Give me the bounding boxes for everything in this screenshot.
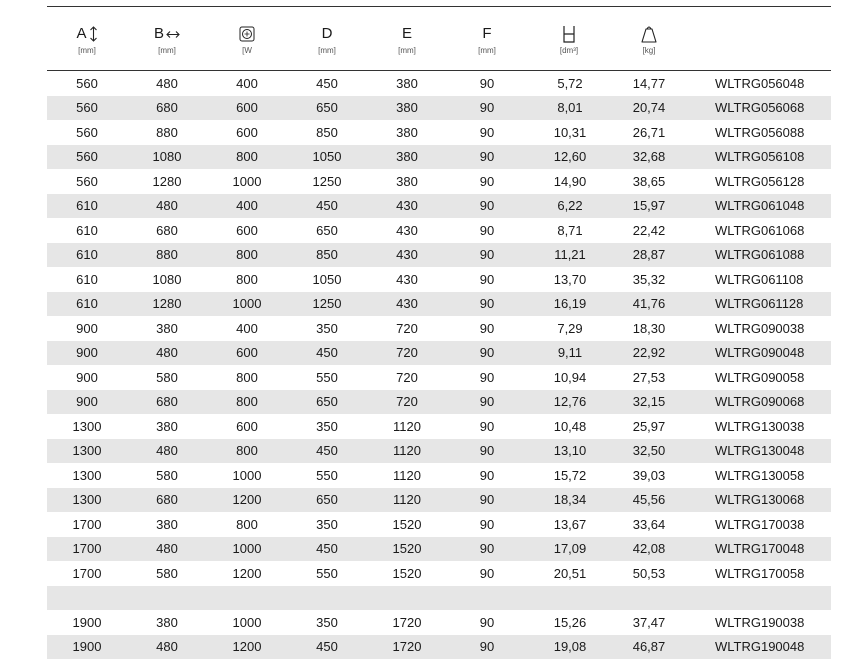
col-d-cell: 450: [316, 639, 338, 655]
col-power-cell: 400: [236, 320, 258, 336]
col-volume-cell: 12,76: [553, 394, 587, 410]
col-power-cell: 600: [236, 345, 258, 361]
col-weight-cell: 32,68: [632, 149, 666, 165]
col-b-cell: 480: [156, 75, 178, 91]
col-f-cell: 90: [479, 173, 495, 189]
table-row: [47, 365, 831, 390]
header-power-unit: [W: [242, 46, 252, 55]
col-volume-cell: 17,09: [553, 541, 587, 557]
product-code-cell: WLTRG056108: [715, 149, 805, 165]
col-a-cell: 1300: [72, 443, 102, 459]
col-e-cell: 720: [396, 394, 418, 410]
col-weight-cell: 25,97: [632, 418, 666, 434]
col-volume-cell: 13,70: [553, 271, 587, 287]
col-power-cell: 400: [236, 75, 258, 91]
col-d-cell: 350: [316, 320, 338, 336]
col-f-cell: 90: [479, 614, 495, 630]
col-d-cell: 850: [316, 124, 338, 140]
col-f-cell: 90: [479, 149, 495, 165]
col-weight-cell: 41,76: [632, 296, 666, 312]
col-volume-cell: 9,11: [557, 345, 583, 361]
col-f-cell: 90: [479, 75, 495, 91]
col-b-cell: 380: [156, 418, 178, 434]
col-weight-cell: 39,03: [632, 467, 666, 483]
product-code-cell: WLTRG061088: [715, 247, 805, 263]
header-b: [137, 24, 197, 56]
product-code-cell: WLTRG090058: [715, 369, 805, 385]
col-power-cell: 1000: [232, 296, 262, 312]
col-e-cell: 1120: [393, 418, 421, 434]
product-code-cell: WLTRG061108: [715, 271, 804, 287]
col-f-cell: 90: [479, 124, 495, 140]
col-b-cell: 680: [156, 100, 178, 116]
col-f-cell: 90: [479, 639, 495, 655]
col-volume-cell: 8,01: [557, 100, 583, 116]
col-b-cell: 580: [156, 565, 178, 581]
col-d-cell: 1050: [312, 271, 342, 287]
col-b-cell: 480: [156, 639, 178, 655]
col-b-cell: 580: [156, 369, 178, 385]
header-volume: [539, 24, 599, 56]
col-weight-cell: 45,56: [632, 492, 666, 508]
col-power-cell: 800: [236, 247, 258, 263]
table-row: [47, 561, 831, 586]
up-down-arrow-icon: [89, 26, 98, 42]
data-table: [47, 71, 831, 659]
table-row: [47, 635, 831, 660]
col-f-cell: 90: [479, 467, 495, 483]
col-volume-cell: 12,60: [553, 149, 587, 165]
col-a-cell: 1900: [72, 639, 102, 655]
col-e-cell: 1520: [392, 516, 422, 532]
col-b-cell: 580: [156, 467, 178, 483]
col-a-cell: 610: [76, 198, 98, 214]
col-b-cell: 680: [156, 222, 178, 238]
header-f: [457, 24, 517, 56]
col-a-cell: 610: [76, 296, 98, 312]
col-volume-cell: 8,71: [557, 222, 583, 238]
col-e-cell: 720: [396, 369, 418, 385]
col-e-cell: 430: [396, 222, 418, 238]
col-a-cell: 900: [76, 345, 98, 361]
header-a-label: A: [76, 25, 87, 42]
col-a-cell: 1300: [72, 467, 102, 483]
col-power-cell: 600: [236, 222, 258, 238]
col-weight-cell: 35,32: [632, 271, 666, 287]
col-volume-cell: 7,29: [557, 320, 583, 336]
col-d-cell: 1050: [312, 149, 342, 165]
col-d-cell: 450: [316, 541, 338, 557]
product-code-cell: WLTRG130068: [715, 492, 805, 508]
col-a-cell: 610: [76, 247, 98, 263]
product-code-cell: WLTRG170058: [715, 565, 805, 581]
col-b-cell: 1080: [152, 149, 182, 165]
col-volume-cell: 5,72: [557, 75, 583, 91]
table-row: [47, 341, 831, 366]
table-row: [47, 610, 831, 635]
header-a: [57, 24, 117, 56]
col-weight-cell: 22,42: [632, 222, 666, 238]
volume-container-icon: [562, 25, 576, 43]
table-row: [47, 439, 831, 464]
col-volume-cell: 6,22: [557, 198, 583, 214]
col-d-cell: 650: [316, 100, 338, 116]
weight-icon: [641, 25, 657, 43]
table-row: [47, 145, 831, 170]
product-code-cell: WLTRG090048: [715, 345, 805, 361]
col-volume-cell: 13,67: [553, 516, 587, 532]
col-volume-cell: 10,48: [553, 418, 587, 434]
col-d-cell: 850: [316, 247, 338, 263]
col-power-cell: 400: [236, 198, 258, 214]
table-row: [47, 194, 831, 219]
col-f-cell: 90: [479, 394, 495, 410]
col-b-cell: 380: [156, 516, 178, 532]
header-f-unit: [mm]: [478, 46, 496, 55]
col-weight-cell: 50,53: [632, 565, 666, 581]
product-code-cell: WLTRG130058: [715, 467, 805, 483]
col-power-cell: 1000: [232, 467, 262, 483]
col-e-cell: 380: [396, 100, 418, 116]
col-b-cell: 1080: [152, 271, 182, 287]
col-f-cell: 90: [479, 271, 495, 287]
header-f-label: F: [482, 25, 492, 42]
col-e-cell: 1720: [392, 639, 422, 655]
header-e-label: E: [401, 25, 412, 42]
col-f-cell: 90: [479, 492, 495, 508]
col-weight-cell: 32,50: [632, 443, 666, 459]
header-b-unit: [mm]: [158, 46, 176, 55]
col-f-cell: 90: [479, 565, 495, 581]
col-volume-cell: 19,08: [553, 639, 587, 655]
table-row: [47, 316, 831, 341]
col-power-cell: 800: [236, 271, 258, 287]
col-volume-cell: 18,34: [553, 492, 587, 508]
col-f-cell: 90: [479, 296, 495, 312]
col-e-cell: 430: [396, 247, 418, 263]
col-weight-cell: 15,97: [632, 198, 666, 214]
col-a-cell: 560: [76, 75, 98, 91]
col-e-cell: 1120: [393, 492, 421, 508]
table-row: [47, 586, 831, 611]
col-a-cell: 610: [76, 222, 98, 238]
col-a-cell: 1700: [72, 516, 102, 532]
col-e-cell: 380: [396, 149, 418, 165]
header-weight: [619, 24, 679, 56]
col-d-cell: 450: [316, 443, 338, 459]
col-d-cell: 450: [316, 198, 338, 214]
col-e-cell: 1120: [393, 443, 421, 459]
col-volume-cell: 11,21: [554, 247, 586, 263]
table-row: [47, 390, 831, 415]
product-code-cell: WLTRG190048: [715, 639, 805, 655]
col-d-cell: 1250: [312, 173, 342, 189]
col-power-cell: 1200: [232, 492, 262, 508]
power-circle-icon: [239, 26, 255, 42]
table-row: [47, 169, 831, 194]
col-a-cell: 560: [76, 124, 98, 140]
col-f-cell: 90: [479, 198, 495, 214]
col-power-cell: 600: [236, 418, 258, 434]
col-power-cell: 800: [236, 394, 258, 410]
col-weight-cell: 22,92: [632, 345, 666, 361]
table-row: [47, 120, 831, 145]
col-weight-cell: 37,47: [632, 614, 666, 630]
product-code-cell: WLTRG061128: [715, 296, 804, 312]
table-row: [47, 463, 831, 488]
product-code-cell: WLTRG170048: [715, 541, 805, 557]
col-power-cell: 800: [236, 443, 258, 459]
table-row: [47, 267, 831, 292]
col-weight-cell: 33,64: [632, 516, 666, 532]
col-f-cell: 90: [479, 247, 495, 263]
product-code-cell: WLTRG090038: [715, 320, 805, 336]
col-e-cell: 430: [396, 198, 418, 214]
col-weight-cell: 38,65: [632, 173, 666, 189]
table-row: [47, 96, 831, 121]
col-e-cell: 1520: [392, 541, 422, 557]
col-e-cell: 720: [396, 320, 418, 336]
col-a-cell: 1300: [72, 418, 102, 434]
col-volume-cell: 15,26: [553, 614, 587, 630]
col-f-cell: 90: [479, 418, 495, 434]
col-b-cell: 380: [156, 614, 178, 630]
col-b-cell: 880: [156, 247, 178, 263]
col-volume-cell: 15,72: [553, 467, 587, 483]
col-a-cell: 560: [76, 173, 98, 189]
col-weight-cell: 46,87: [632, 639, 666, 655]
col-power-cell: 1200: [232, 639, 262, 655]
col-d-cell: 450: [316, 345, 338, 361]
left-right-arrow-icon: [166, 30, 180, 39]
product-code-cell: WLTRG061068: [715, 222, 805, 238]
col-a-cell: 560: [76, 100, 98, 116]
table-row: [47, 218, 831, 243]
col-f-cell: 90: [479, 320, 495, 336]
col-weight-cell: 18,30: [632, 320, 666, 336]
col-power-cell: 800: [236, 516, 258, 532]
col-a-cell: 560: [76, 149, 98, 165]
col-power-cell: 800: [236, 149, 258, 165]
col-b-cell: 480: [156, 541, 178, 557]
col-power-cell: 600: [236, 124, 258, 140]
header-b-label: B: [153, 25, 164, 42]
col-weight-cell: 20,74: [632, 100, 666, 116]
product-code-cell: WLTRG056128: [715, 173, 805, 189]
product-code-cell: WLTRG090068: [715, 394, 805, 410]
col-a-cell: 1900: [72, 614, 102, 630]
header-a-unit: [mm]: [78, 46, 96, 55]
col-b-cell: 1280: [152, 173, 182, 189]
header-power: [217, 24, 277, 56]
col-d-cell: 1250: [312, 296, 342, 312]
col-e-cell: 430: [396, 271, 418, 287]
col-e-cell: 720: [396, 345, 418, 361]
header-volume-unit: [dm³]: [559, 46, 579, 55]
col-power-cell: 1000: [232, 541, 262, 557]
col-d-cell: 650: [316, 492, 338, 508]
col-d-cell: 550: [316, 467, 338, 483]
col-volume-cell: 13,10: [553, 443, 587, 459]
col-f-cell: 90: [479, 443, 495, 459]
col-power-cell: 1000: [232, 173, 262, 189]
product-code-cell: WLTRG190038: [715, 614, 805, 630]
col-volume-cell: 16,19: [553, 296, 587, 312]
col-weight-cell: 32,15: [632, 394, 666, 410]
header-e: [377, 24, 437, 56]
col-d-cell: 350: [316, 614, 338, 630]
col-b-cell: 380: [156, 320, 178, 336]
table-row: [47, 414, 831, 439]
table-row: [47, 243, 831, 268]
product-code-cell: WLTRG056048: [715, 75, 805, 91]
col-a-cell: 1700: [72, 565, 102, 581]
col-power-cell: 600: [236, 100, 258, 116]
col-e-cell: 1520: [392, 565, 422, 581]
col-volume-cell: 10,31: [553, 124, 587, 140]
col-power-cell: 1200: [232, 565, 262, 581]
header-e-unit: [mm]: [398, 46, 416, 55]
col-volume-cell: 10,94: [553, 369, 587, 385]
table-row: [47, 512, 831, 537]
col-e-cell: 1720: [392, 614, 422, 630]
col-b-cell: 680: [156, 492, 178, 508]
col-e-cell: 380: [396, 173, 418, 189]
col-volume-cell: 14,90: [553, 173, 587, 189]
col-a-cell: 1700: [72, 541, 102, 557]
header-d-unit: [mm]: [318, 46, 336, 55]
col-d-cell: 650: [316, 394, 338, 410]
col-a-cell: 900: [76, 394, 98, 410]
col-b-cell: 880: [156, 124, 178, 140]
table-row: [47, 71, 831, 96]
col-e-cell: 380: [396, 124, 418, 140]
col-f-cell: 90: [479, 222, 495, 238]
col-volume-cell: 20,51: [553, 565, 587, 581]
col-weight-cell: 27,53: [632, 369, 666, 385]
col-b-cell: 480: [156, 198, 178, 214]
col-e-cell: 1120: [393, 467, 421, 483]
product-code-cell: WLTRG130038: [715, 418, 805, 434]
header-weight-unit: [kg]: [642, 46, 656, 55]
col-d-cell: 650: [316, 222, 338, 238]
col-weight-cell: 28,87: [632, 247, 666, 263]
col-weight-cell: 26,71: [632, 124, 666, 140]
col-weight-cell: 14,77: [632, 75, 666, 91]
col-b-cell: 1280: [152, 296, 182, 312]
col-d-cell: 350: [316, 516, 338, 532]
col-e-cell: 430: [396, 296, 418, 312]
col-f-cell: 90: [479, 345, 495, 361]
top-rule: [47, 6, 831, 7]
col-a-cell: 900: [76, 320, 98, 336]
col-b-cell: 680: [156, 394, 178, 410]
col-a-cell: 900: [76, 369, 98, 385]
col-a-cell: 1300: [72, 492, 102, 508]
col-f-cell: 90: [479, 369, 495, 385]
product-code-cell: WLTRG056068: [715, 100, 805, 116]
product-code-cell: WLTRG170038: [715, 516, 805, 532]
col-b-cell: 480: [156, 443, 178, 459]
col-a-cell: 610: [76, 271, 98, 287]
header-d-label: D: [321, 25, 333, 42]
col-d-cell: 350: [316, 418, 338, 434]
product-code-cell: WLTRG130048: [715, 443, 805, 459]
table-row: [47, 537, 831, 562]
col-d-cell: 450: [316, 75, 338, 91]
col-d-cell: 550: [316, 369, 338, 385]
product-code-cell: WLTRG061048: [715, 198, 805, 214]
col-e-cell: 380: [396, 75, 418, 91]
header-d: [297, 24, 357, 56]
col-f-cell: 90: [479, 541, 495, 557]
col-f-cell: 90: [479, 516, 495, 532]
table-row: [47, 292, 831, 317]
product-code-cell: WLTRG056088: [715, 124, 805, 140]
col-f-cell: 90: [479, 100, 495, 116]
col-weight-cell: 42,08: [632, 541, 666, 557]
col-b-cell: 480: [156, 345, 178, 361]
col-power-cell: 800: [236, 369, 258, 385]
col-power-cell: 1000: [232, 614, 262, 630]
col-d-cell: 550: [316, 565, 338, 581]
table-row: [47, 488, 831, 513]
